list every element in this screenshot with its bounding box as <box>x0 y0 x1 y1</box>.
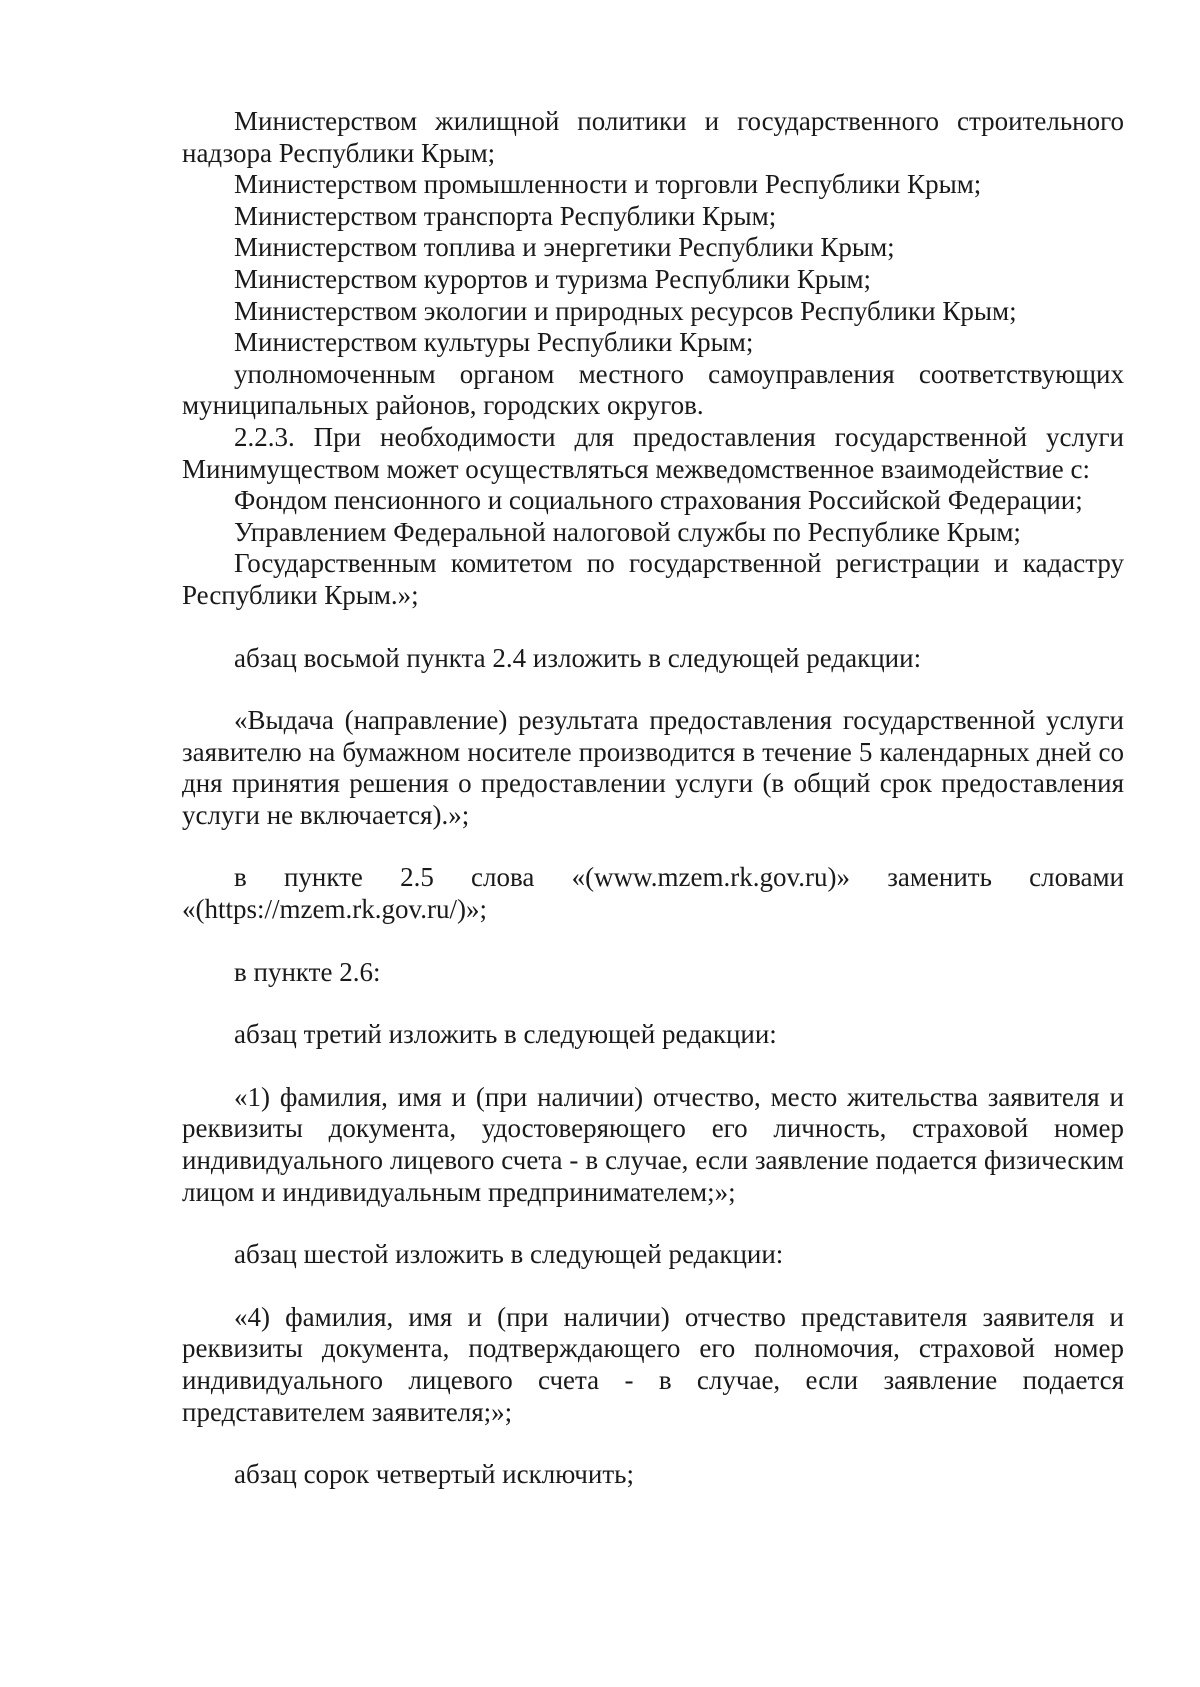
paragraph-local-authority: уполномоченным органом местного самоуправления соответствующих муниципальных районов, городских округов. <box>182 358 1124 421</box>
paragraph-amend-2-5: в пункте 2.5 слова «(www.mzem.rk.gov.ru)» заменить словами «(https://mzem.rk.gov.ru/)»; <box>182 862 1124 925</box>
paragraph-amend-third: абзац третий изложить в следующей редакции: <box>234 1019 777 1050</box>
paragraph-ministry-housing: Министерством жилищной политики и государственного строительного надзора Республики Крым; <box>182 106 1124 168</box>
paragraph-ministry-transport: Министерством транспорта Республики Крым; <box>234 200 777 231</box>
document-body <box>182 106 1124 1491</box>
paragraph-item-1-quote: «1) фамилия, имя и (при наличии) отчество, место жительства заявителя и реквизиты документа, удостоверяющего его личность, страховой номер индивидуального лицевого счета - в случае, если заявление подается физическим лицом и индивидуальным предпринимателем;»; <box>182 1081 1124 1207</box>
paragraph-ministry-resorts: Министерством курортов и туризма Республики Крым; <box>234 263 872 294</box>
paragraph-exclude-44: абзац сорок четвертый исключить; <box>234 1459 634 1490</box>
paragraph-issuance-quote: «Выдача (направление) результата предоставления государственной услуги заявителю на бумажном носителе производится в течение 5 календарных дней со дня принятия решения о предоставлении услуги (в общий срок предоставления услуги не включается).»; <box>182 705 1124 830</box>
paragraph-ministry-fuel: Министерством топлива и энергетики Республики Крым; <box>234 232 895 263</box>
paragraph-amend-sixth: абзац шестой изложить в следующей редакции: <box>234 1239 784 1270</box>
paragraph-state-committee: Государственным комитетом по государственной регистрации и кадастру Республики Крым.»; <box>182 548 1124 610</box>
paragraph-ministry-industry: Министерством промышленности и торговли Республики Крым; <box>234 169 982 200</box>
paragraph-ministry-ecology: Министерством экологии и природных ресурсов Республики Крым; <box>234 295 1017 326</box>
paragraph-amend-2-4: абзац восьмой пункта 2.4 изложить в следующей редакции: <box>234 642 922 673</box>
paragraph-point-2-6: в пункте 2.6: <box>234 956 381 987</box>
paragraph-2-2-3: 2.2.3. При необходимости для предоставления государственной услуги Минимуществом может осуществляться межведомственное взаимодействие с: <box>182 421 1124 484</box>
paragraph-pension-fund: Фондом пенсионного и социального страхования Российской Федерации; <box>234 485 1083 516</box>
paragraph-ministry-culture: Министерством культуры Республики Крым; <box>234 327 754 358</box>
paragraph-tax-service: Управлением Федеральной налоговой службы по Республике Крым; <box>234 516 1021 547</box>
paragraph-item-4-quote: «4) фамилия, имя и (при наличии) отчество представителя заявителя и реквизиты документа, подтверждающего его полномочия, страховой номер индивидуального лицевого счета - в случае, если заявление подается представителем заявителя;»; <box>182 1301 1124 1427</box>
